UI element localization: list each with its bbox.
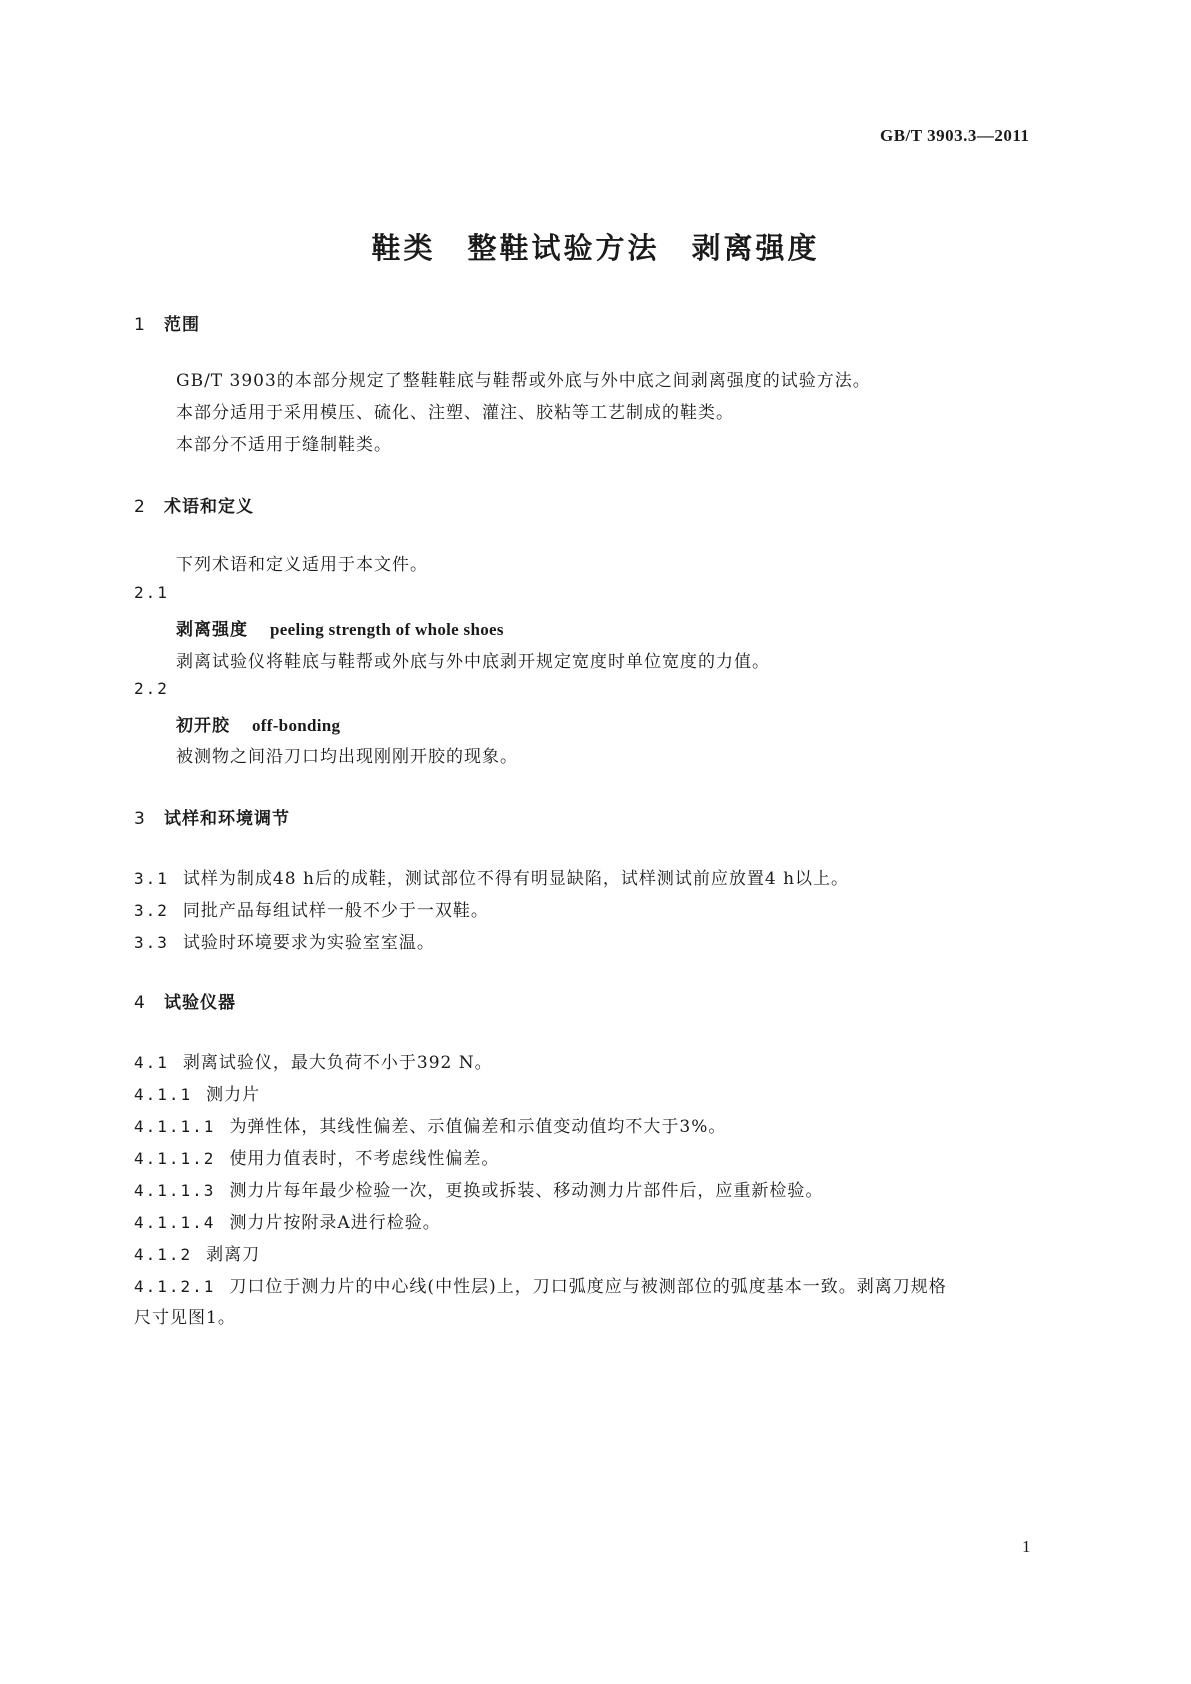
section-number: 3 <box>134 809 146 829</box>
section-title: 试样和环境调节 <box>164 809 290 829</box>
page-number: 1 <box>1022 1537 1031 1556</box>
section-3-heading <box>134 804 290 829</box>
clause-number: 4.1.2.1 <box>134 1277 216 1296</box>
standard-code: GB/T 3903.3—2011 <box>880 126 1030 145</box>
clause <box>134 1208 441 1233</box>
section-number: 1 <box>134 315 146 335</box>
clause <box>134 1272 947 1297</box>
section-1-heading <box>134 310 200 335</box>
clause-number: 2.1 <box>134 583 169 602</box>
clause <box>134 1240 260 1265</box>
section-4-heading <box>134 988 236 1013</box>
clause <box>134 1080 260 1105</box>
clause-number: 2.2 <box>134 679 169 698</box>
term-english: off-bonding <box>252 716 341 735</box>
term-chinese: 剥离强度 <box>176 620 248 640</box>
clause-number: 3.3 <box>134 933 169 952</box>
clause-text: 试样为制成48 h后的成鞋，测试部位不得有明显缺陷，试样测试前应放置4 h以上。 <box>182 869 850 889</box>
clause-text: 剥离刀 <box>206 1245 261 1265</box>
clause-text: 剥离试验仪，最大负荷不小于392 N。 <box>182 1053 493 1073</box>
clause-text: 使用力值表时，不考虑线性偏差。 <box>229 1149 500 1169</box>
clause-text: 测力片 <box>206 1085 261 1105</box>
clause-number: 4.1.1.3 <box>134 1181 216 1200</box>
clause <box>134 1048 493 1073</box>
section-number: 4 <box>134 993 146 1013</box>
paragraph: 下列术语和定义适用于本文件。 <box>176 555 428 575</box>
clause <box>134 896 489 921</box>
section-number: 2 <box>134 497 146 517</box>
term-entry <box>176 711 340 736</box>
clause-text: 刀口位于测力片的中心线(中性层)上，刀口弧度应与被测部位的弧度基本一致。剥离刀规格 <box>229 1277 947 1297</box>
term-number <box>134 583 183 603</box>
section-2-heading <box>134 492 254 517</box>
clause-text: 试验时环境要求为实验室室温。 <box>182 933 435 953</box>
clause-number: 4.1 <box>134 1053 169 1072</box>
clause <box>134 928 435 953</box>
section-title: 试验仪器 <box>164 993 236 1013</box>
document-title: 鞋类 整鞋试验方法 剥离强度 <box>371 231 820 265</box>
clause-continuation: 尺寸见图1。 <box>134 1308 236 1328</box>
section-title: 术语和定义 <box>164 497 254 517</box>
clause-number: 4.1.2 <box>134 1245 193 1264</box>
clause-number: 4.1.1.1 <box>134 1117 216 1136</box>
clause-text: 测力片按附录A进行检验。 <box>229 1213 441 1233</box>
clause <box>134 1144 499 1169</box>
clause-number: 4.1.1.4 <box>134 1213 216 1232</box>
clause-text: 测力片每年最少检验一次，更换或拆装、移动测力片部件后，应重新检验。 <box>229 1181 824 1201</box>
clause <box>134 1112 726 1137</box>
term-english: peeling strength of whole shoes <box>270 620 504 639</box>
term-entry <box>176 615 504 640</box>
term-definition: 被测物之间沿刀口均出现刚刚开胶的现象。 <box>176 747 518 767</box>
clause-number: 4.1.1.2 <box>134 1149 216 1168</box>
term-definition: 剥离试验仪将鞋底与鞋帮或外底与外中底剥开规定宽度时单位宽度的力值。 <box>176 652 770 672</box>
section-title: 范围 <box>164 315 200 335</box>
clause-text: 为弹性体，其线性偏差、示值偏差和示值变动值均不大于3%。 <box>229 1117 727 1137</box>
clause-text: 同批产品每组试样一般不少于一双鞋。 <box>182 901 489 921</box>
term-number <box>134 679 183 699</box>
clause-number: 3.2 <box>134 901 169 920</box>
clause <box>134 864 849 889</box>
clause-number: 4.1.1 <box>134 1085 193 1104</box>
paragraph: 本部分不适用于缝制鞋类。 <box>176 435 392 455</box>
clause <box>134 1176 823 1201</box>
clause-number: 3.1 <box>134 869 169 888</box>
paragraph: 本部分适用于采用模压、硫化、注塑、灌注、胶粘等工艺制成的鞋类。 <box>176 403 734 423</box>
paragraph: GB/T 3903的本部分规定了整鞋鞋底与鞋帮或外底与外中底之间剥离强度的试验方法。 <box>176 371 871 391</box>
term-chinese: 初开胶 <box>176 716 230 736</box>
